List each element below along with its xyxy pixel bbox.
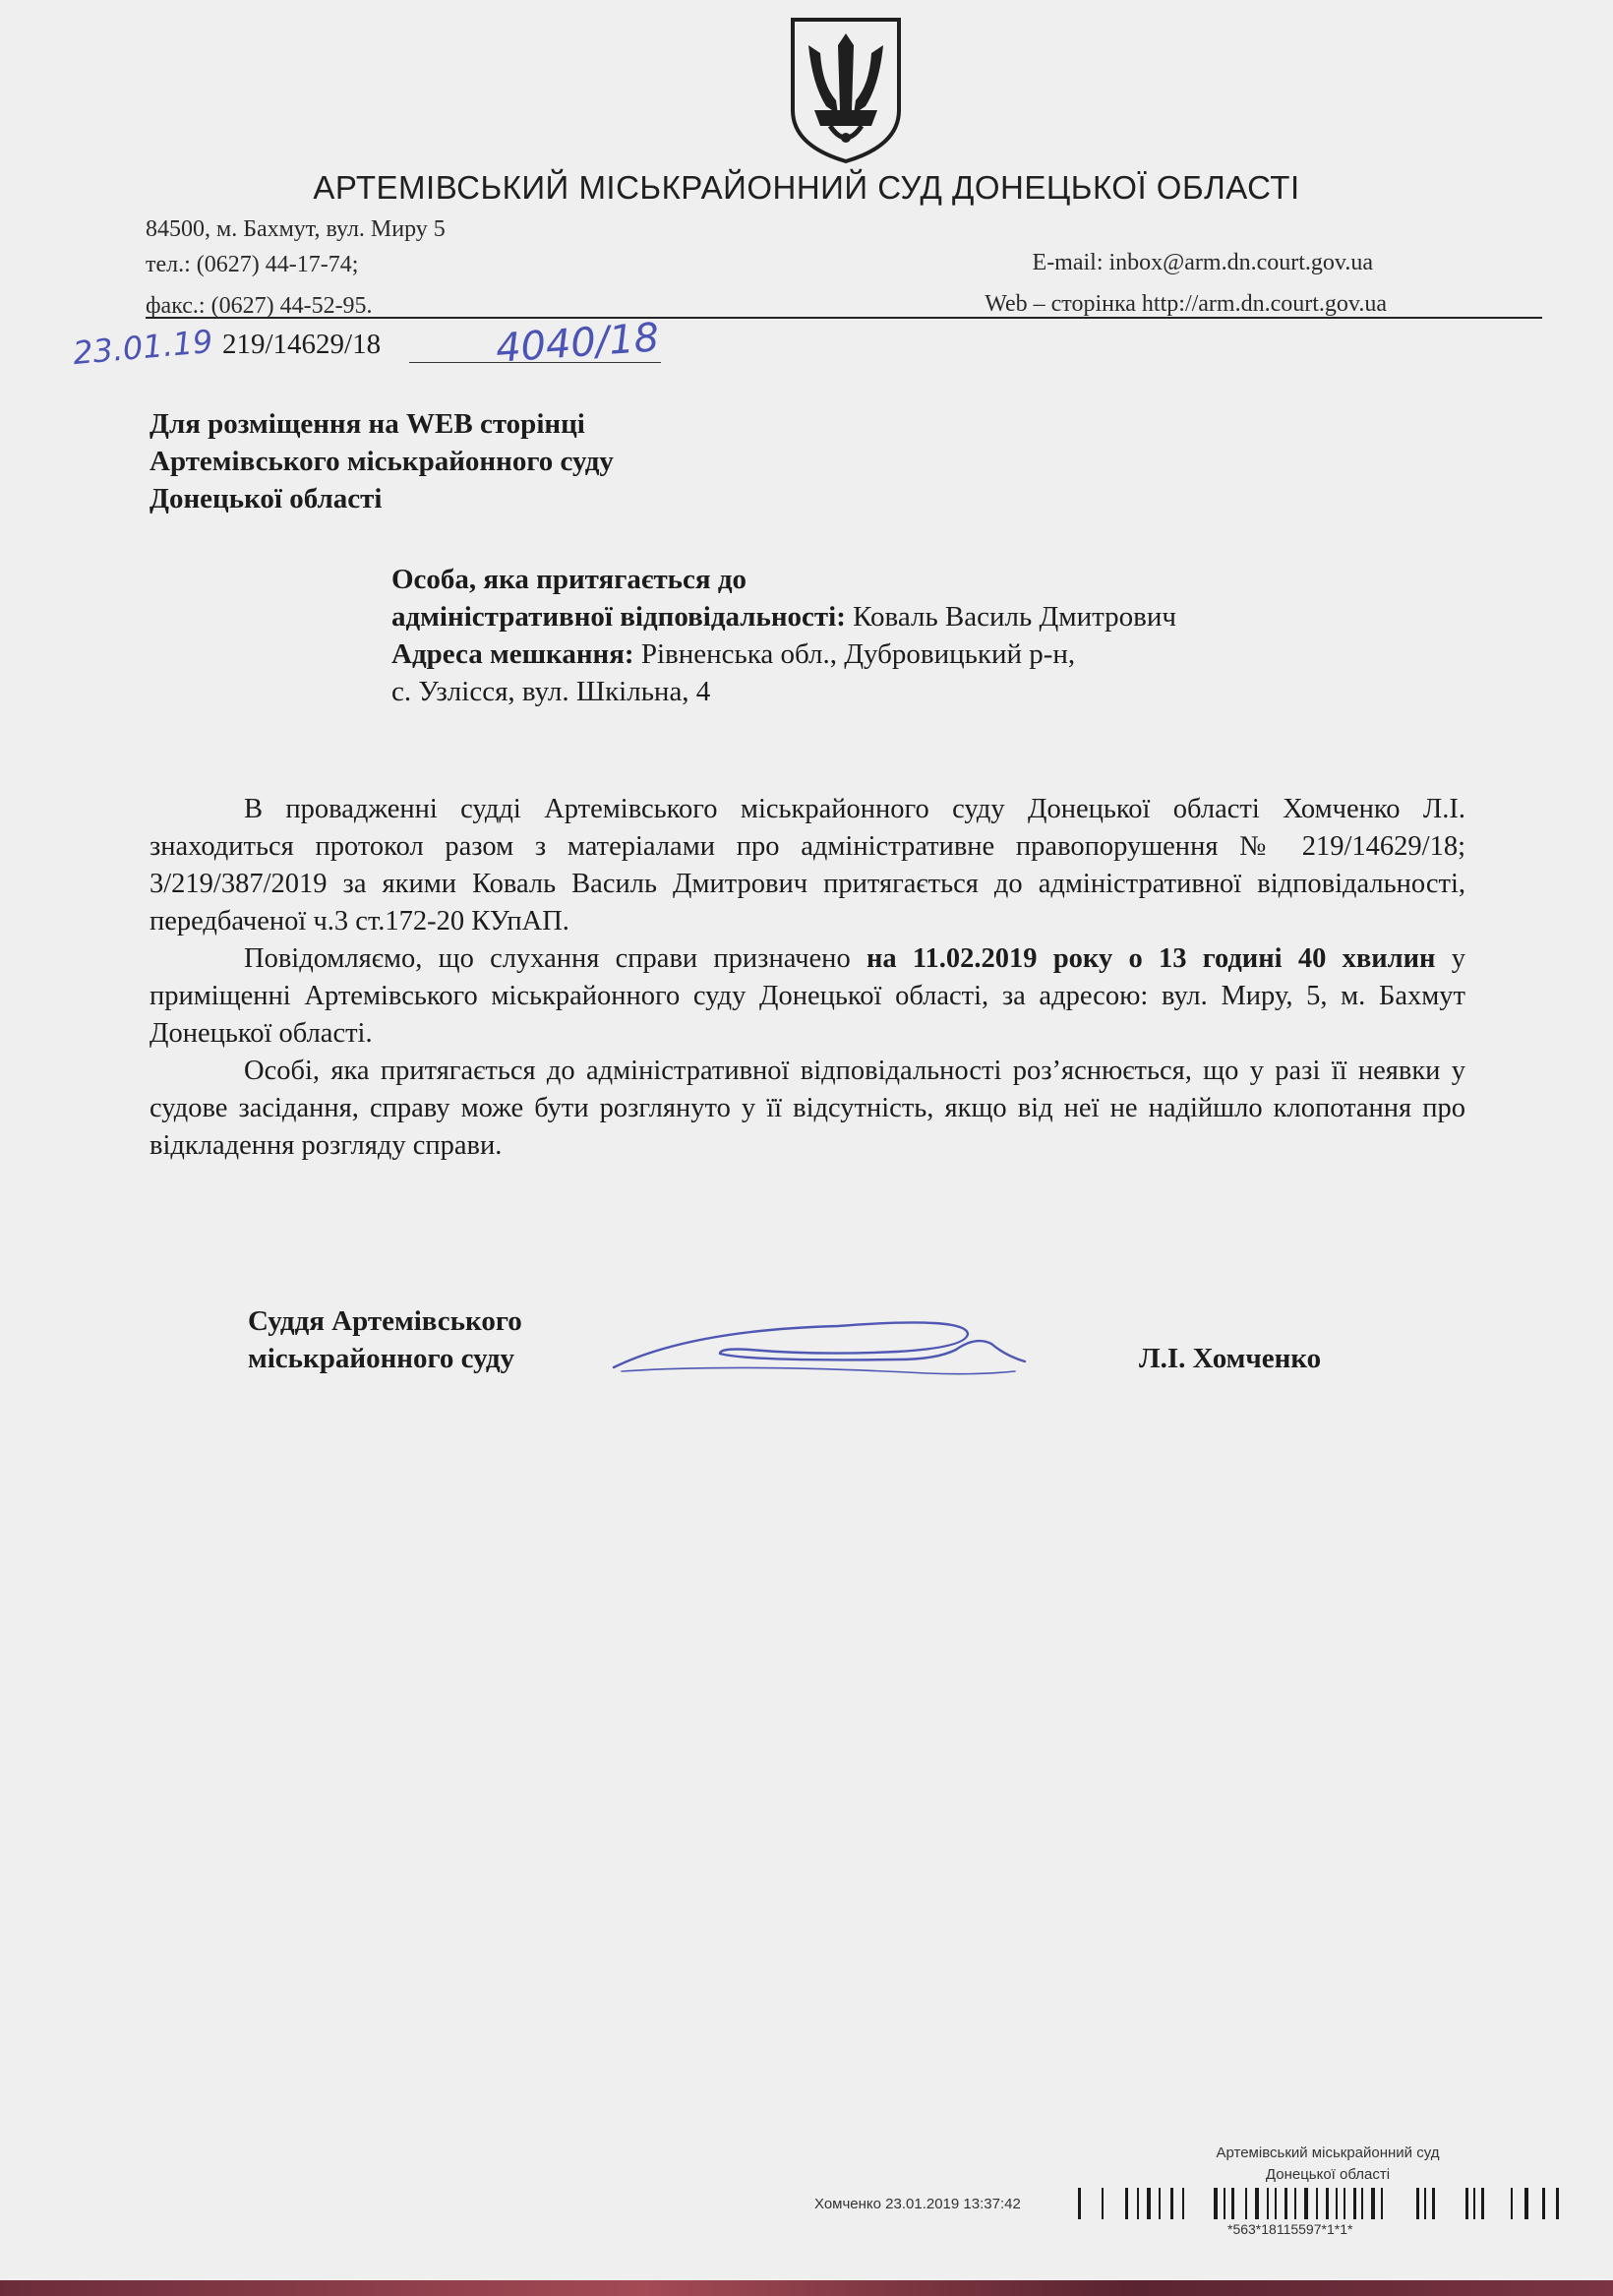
court-address: 84500, м. Бахмут, вул. Миру 5 bbox=[146, 216, 446, 242]
handwritten-signature bbox=[602, 1291, 1035, 1389]
scan-edge bbox=[0, 2280, 1613, 2296]
stamp-signer-time: Хомченко 23.01.2019 13:37:42 bbox=[814, 2196, 1021, 2212]
recipient-line-3: Донецької області bbox=[149, 483, 383, 514]
handwritten-outgoing-number: 4040/18 bbox=[494, 315, 661, 372]
case-number: 219/14629/18 bbox=[222, 329, 382, 360]
header-divider bbox=[146, 317, 1542, 319]
signature-title-line-2: міськрайонного суду bbox=[248, 1343, 515, 1374]
person-block bbox=[391, 561, 1176, 710]
address-line-1: Рівненська обл., Дубровицький р-н, bbox=[640, 638, 1076, 670]
body-paragraph-1: В провадженні судді Артемівського міськрайонного суду Донецької області Хомченко Л.І. знаходиться протокол разом з матеріалами про адміністративне правопорушення № 219/14629/18; 3/219/387/2019 за якими Коваль Василь Дмитрович притягається до адміністративної відповідальності, передбаченої ч.3 ст.172-20 КУпАП. bbox=[149, 794, 1465, 937]
court-phone: тел.: (0627) 44-17-74; bbox=[146, 252, 359, 277]
body-text bbox=[149, 791, 1465, 1165]
hearing-date-time: на 11.02.2019 року о 13 годині 40 хвилин bbox=[866, 943, 1436, 974]
body-paragraph-2: Повідомляємо, що слухання справи призначено на 11.02.2019 року о 13 годині 40 хвилин у приміщенні Артемівського міськрайонного суду Донецької області, за адресою: вул. Миру, 5, м. Бахмут Донецької області. bbox=[149, 943, 1465, 1049]
address-line-2: с. Узлісся, вул. Шкільна, 4 bbox=[391, 676, 711, 707]
person-label-line-2: адміністративної відповідальності: bbox=[391, 601, 846, 633]
handwritten-date: 23.01.19 bbox=[71, 322, 214, 373]
signature-title bbox=[248, 1302, 522, 1377]
stamp-org-line-2: Донецької області bbox=[1265, 2166, 1391, 2183]
person-label-line-1: Особа, яка притягається до bbox=[391, 564, 747, 595]
person-name: Коваль Василь Дмитрович bbox=[853, 601, 1176, 633]
recipient-line-2: Артемівського міськрайонного суду bbox=[149, 446, 614, 477]
stamp-org-line-1: Артемівський міськрайонний суд bbox=[1216, 2145, 1440, 2161]
judge-name: Л.І. Хомченко bbox=[1139, 1343, 1322, 1374]
court-name-heading: АРТЕМІВСЬКИЙ МІСЬКРАЙОННИЙ СУД ДОНЕЦЬКОЇ ОБЛАСТІ bbox=[313, 169, 1300, 206]
signature-title-line-1: Суддя Артемівського bbox=[248, 1305, 522, 1337]
recipient-block bbox=[149, 405, 614, 517]
court-web: Web – сторінка http://arm.dn.court.gov.ua bbox=[985, 291, 1387, 317]
court-fax: факс.: (0627) 44-52-95. bbox=[146, 293, 373, 319]
court-email: E-mail: inbox@arm.dn.court.gov.ua bbox=[1032, 250, 1373, 275]
barcode bbox=[1076, 2186, 1562, 2221]
barcode-text: *563*18115597*1*1* bbox=[1227, 2221, 1353, 2237]
coat-of-arms-emblem bbox=[787, 16, 905, 165]
address-label: Адреса мешкання: bbox=[391, 638, 634, 670]
recipient-line-1: Для розміщення на WEB сторінці bbox=[149, 408, 585, 440]
body-paragraph-3: Особі, яка притягається до адміністративної відповідальності роз’яснюється, що у разі її неявки у судове засідання, справу може бути розглянуто у її відсутність, якщо від неї не надійшло клопотання про відкладення розгляду справи. bbox=[149, 1056, 1465, 1161]
stamp-organization bbox=[1180, 2143, 1475, 2186]
